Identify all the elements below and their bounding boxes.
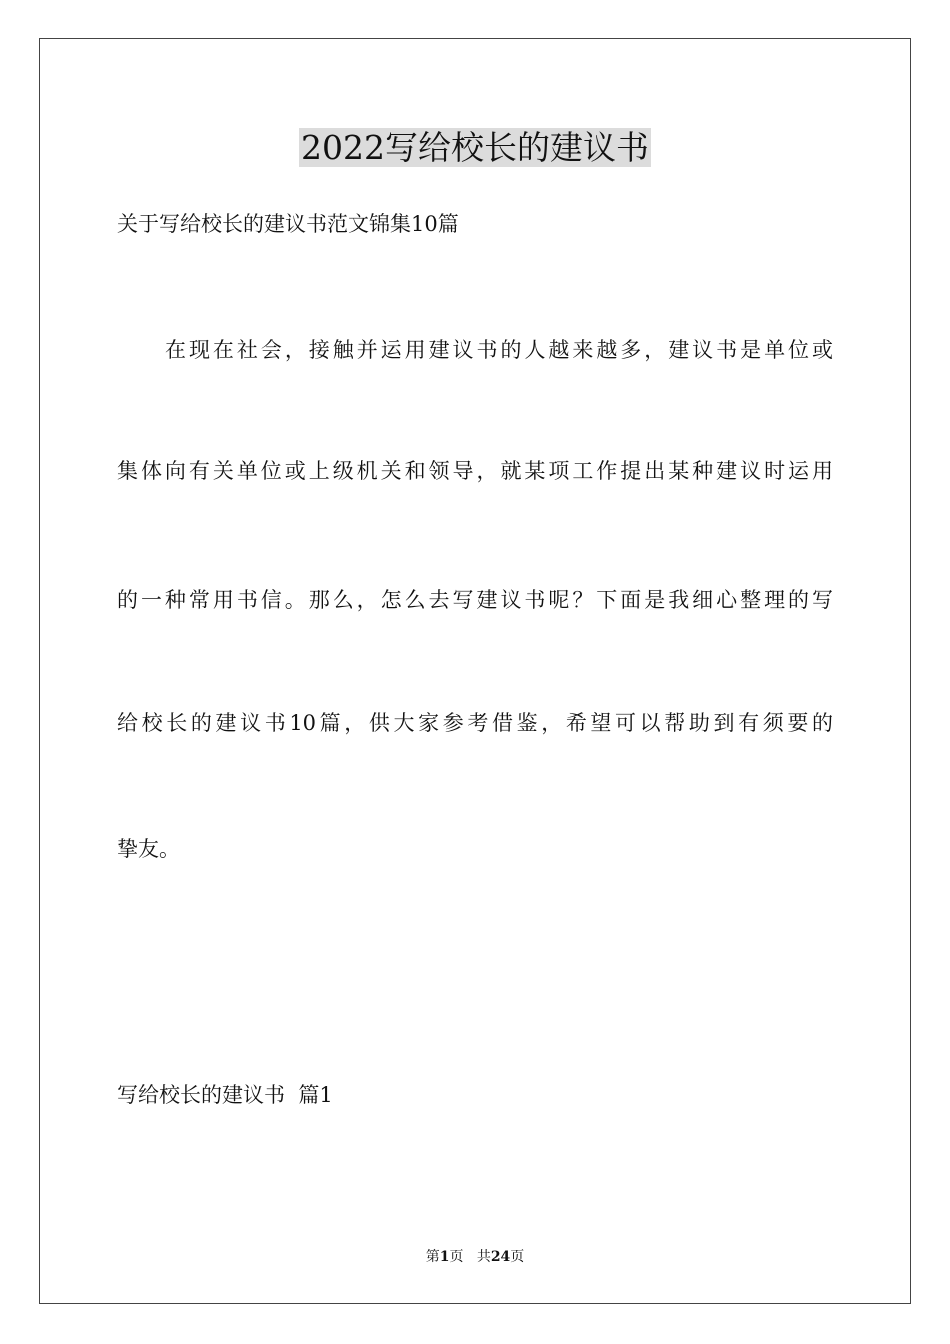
paragraph-line-1: 在现在社会，接触并运用建议书的人越来越多，建议书是单位或 <box>165 338 833 362</box>
footer-total-prefix: 共 <box>476 1249 491 1265</box>
footer-page-number: 1 <box>439 1249 450 1265</box>
footer-page-suffix: 页 <box>449 1249 464 1265</box>
footer-page-prefix: 第 <box>425 1249 440 1265</box>
document-title <box>0 126 950 170</box>
paragraph-line-3: 的一种常用书信。那么，怎么去写建议书呢？下面是我细心整理的写 <box>117 588 833 612</box>
document-title-text: 2022写给校长的建议书 <box>301 128 649 167</box>
paragraph-line-2: 集体向有关单位或上级机关和领导，就某项工作提出某种建议时运用 <box>117 459 833 483</box>
paragraph-line-5: 挚友。 <box>117 837 180 861</box>
section-heading: 写给校长的建议书 篇1 <box>117 1083 333 1107</box>
document-subtitle: 关于写给校长的建议书范文锦集10篇 <box>117 212 459 236</box>
footer-total-suffix: 页 <box>510 1249 525 1265</box>
paragraph-line-4: 给校长的建议书10篇，供大家参考借鉴，希望可以帮助到有须要的 <box>117 711 833 735</box>
footer-total-pages: 24 <box>490 1249 511 1265</box>
page-footer <box>0 1247 950 1267</box>
